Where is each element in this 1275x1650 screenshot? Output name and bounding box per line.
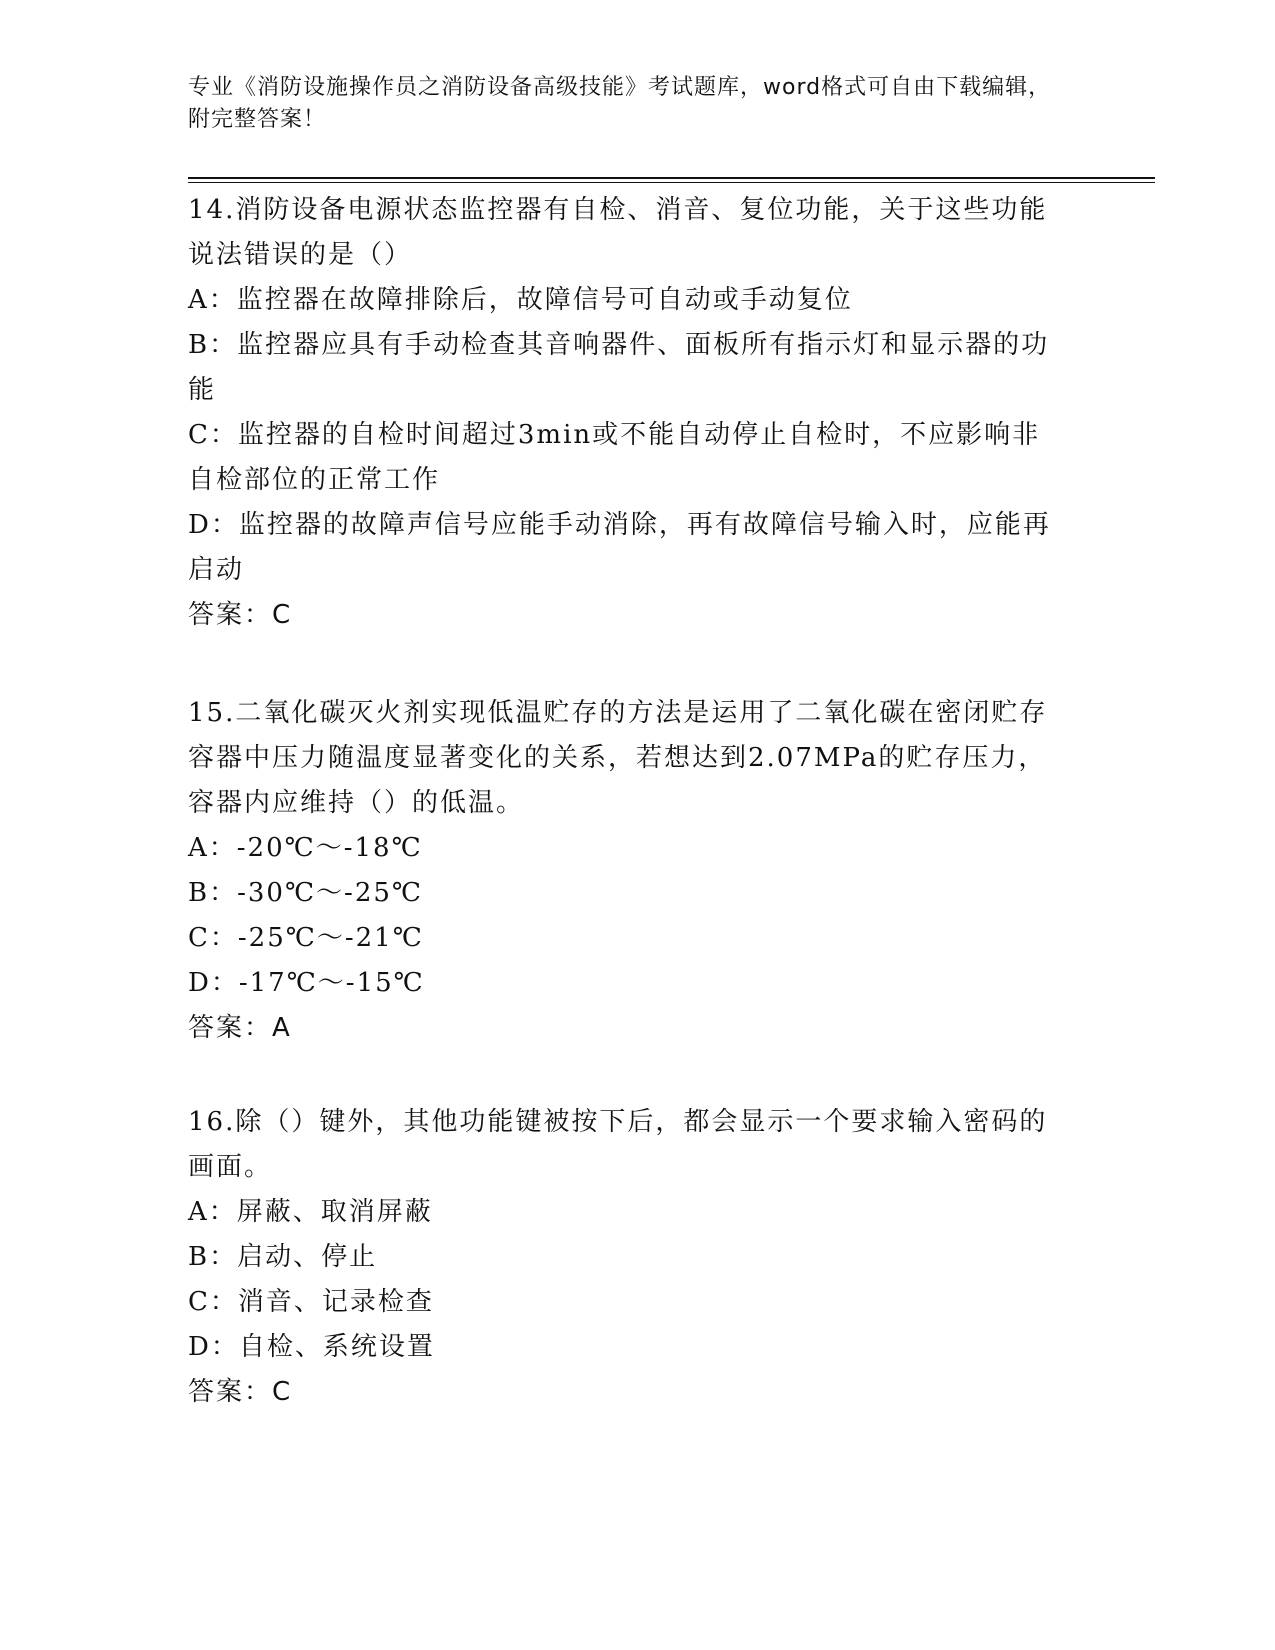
option-c: C：-25℃～-21℃: [188, 923, 424, 953]
question-stem: 16.除（）键外，其他功能键被按下后，都会显示一个要求输入密码的画面。: [188, 1107, 1048, 1182]
option-b: B：监控器应具有手动检查其音响器件、面板所有指示灯和显示器的功能: [188, 330, 1050, 405]
option-a: A：-20℃～-18℃: [188, 833, 423, 863]
option-d: D：自检、系统设置: [188, 1332, 435, 1362]
question-stem: 14.消防设备电源状态监控器有自检、消音、复位功能，关于这些功能说法错误的是（）: [188, 195, 1048, 270]
option-a: A：监控器在故障排除后，故障信号可自动或手动复位: [188, 285, 853, 315]
answer-line: 答案：A: [188, 1013, 292, 1043]
option-d: D：监控器的故障声信号应能手动消除，再有故障信号输入时，应能再启动: [188, 510, 1051, 585]
option-a: A：屏蔽、取消屏蔽: [188, 1197, 433, 1227]
document-intro: 专业《消防设施操作员之消防设备高级技能》考试题库，word格式可自由下载编辑，附完整答案！: [188, 75, 1052, 132]
option-b: B：启动、停止: [188, 1242, 378, 1272]
option-d: D：-17℃～-15℃: [188, 968, 425, 998]
option-c: C：监控器的自检时间超过3min或不能自动停止自检时，不应影响非自检部位的正常工作: [188, 420, 1041, 495]
question-15: [188, 691, 1068, 1051]
question-16: [188, 1100, 1068, 1415]
header-divider-thick: [188, 177, 1155, 179]
answer-line: 答案：C: [188, 1377, 293, 1407]
header-divider-thin: [188, 182, 1155, 183]
option-b: B：-30℃～-25℃: [188, 878, 424, 908]
question-14: [188, 188, 1068, 638]
question-stem: 15.二氧化碳灭火剂实现低温贮存的方法是运用了二氧化碳在密闭贮存容器中压力随温度显著变化的关系，若想达到2.07MPa的贮存压力，容器内应维持（）的低温。: [188, 698, 1048, 818]
option-c: C：消音、记录检查: [188, 1287, 434, 1317]
answer-line: 答案：C: [188, 600, 293, 630]
